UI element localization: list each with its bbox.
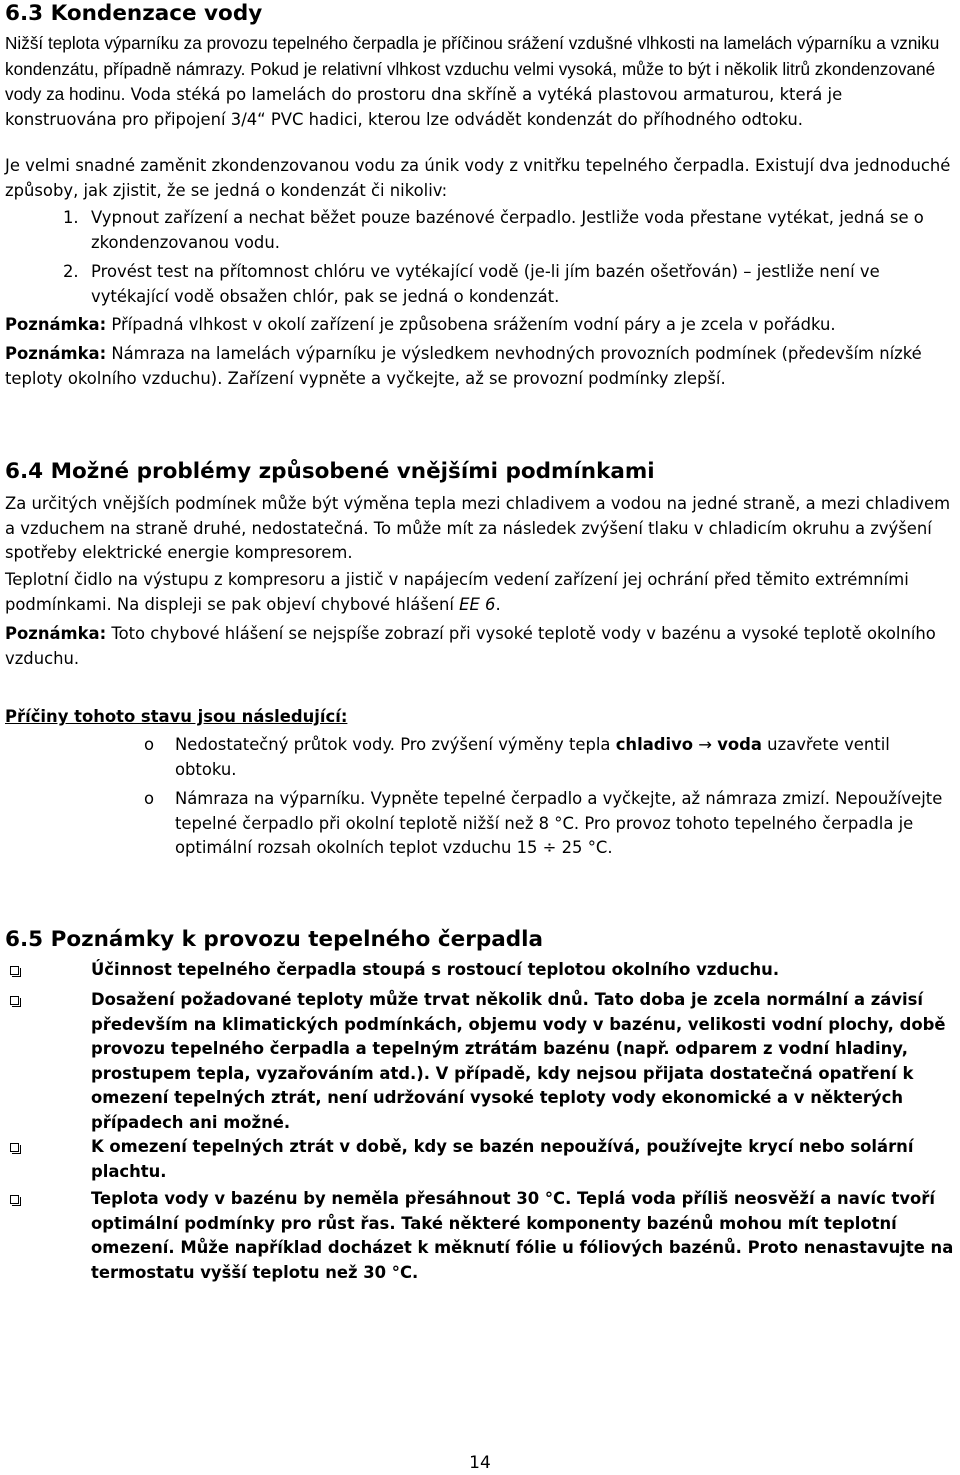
checkbox-bullet-icon <box>10 996 19 1005</box>
note-label: Poznámka: <box>5 344 107 363</box>
note-label: Poznámka: <box>5 315 107 334</box>
bullet-icon: o <box>144 789 155 808</box>
note-item: Účinnost tepelného čerpadla stoupá s rostoucí teplotou okolního vzduchu. <box>91 960 780 979</box>
paragraph-sensor <box>5 568 957 617</box>
note-item: Teplota vody v bazénu by neměla přesáhnout 30 °C. Teplá voda příliš neosvěží a navíc tvoří optimální podmínky pro růst řas. Také některé komponenty bazénů mohou mít teplotní omezení. Může například docházet k měknutí fólie u fóliových bazénů. Proto nenastavujte na termostatu vyšší teplotu než 30 °C. <box>91 1189 954 1282</box>
note-text: Námraza na lamelách výparníku je výsledkem nevhodných provozních podmínek (především nízké teploty okolního vzduchu). Zařízení vypněte a vyčkejte, až se provozní podmínky zlepší. <box>5 344 922 388</box>
cause-bold: voda <box>717 735 762 754</box>
cause-item <box>175 733 955 782</box>
note-humidity <box>5 313 957 338</box>
cause-text: uzavřete ventil obtoku. <box>175 735 890 779</box>
cause-bold: chladivo <box>615 735 694 754</box>
causes-heading <box>5 705 957 730</box>
paragraph-external-conditions: Za určitých vnějších podmínek může být výměna tepla mezi chladivem a vodou na jedné straně, a mezi chladivem a vzduchem na straně druhé, nedostatečná. To může mít za následek zvýšení tlaku v chladicím okruhu a zvýšení spotřeby elektrické energie kompresorem. <box>5 494 951 562</box>
paragraph-end: . <box>495 594 501 614</box>
note-item: K omezení tepelných ztrát v době, kdy se bazén nepoužívá, používejte krycí nebo solární plachtu. <box>91 1137 914 1181</box>
list-item: Vypnout zařízení a nechat běžet pouze bazénové čerpadlo. Jestliže voda přestane vytékat, jedná se o zkondenzovanou vodu. <box>91 208 924 252</box>
note-error <box>5 622 957 671</box>
cause-text: Nedostatečný průtok vody. Pro zvýšení výměny tepla <box>175 735 616 754</box>
list-item: Provést test na přítomnost chlóru ve vytékající vodě (je-li jím bazén ošetřován) – jestliže není ve vytékající vodě obsažen chlór, pak se jedná o kondenzát. <box>91 262 880 306</box>
list-number: 2. <box>63 262 79 281</box>
error-code: EE 6 <box>459 594 496 614</box>
note-item: Dosažení požadované teploty může trvat několik dnů. Tato doba je zcela normální a závisí především na klimatických podmínkách, objemu vody v bazénu, velikosti vodní plochy, době provozu tepelného čerpadla a tepelným ztrátám bazénu (např. odparem z vodní hladiny, prostupem tepla, vyzařováním atd.). V případě, kdy nejsou přijata dostatečná opatření k omezení tepelných ztrát, není udržování vysoké teploty vody ekonomické a v některých případech ani možné. <box>91 990 946 1132</box>
paragraph-condensation-intro <box>5 31 957 132</box>
arrow-right-icon: → <box>698 735 712 754</box>
bullet-icon: o <box>144 735 155 754</box>
note-frost <box>5 342 957 391</box>
note-label: Poznámka: <box>5 624 107 643</box>
paragraph-text: Teplotní čidlo na výstupu z kompresoru a jistič v napájecím vedení zařízení jej ochrání před těmito extrémními podmínkami. Na displeji se pak objeví chybové hlášení <box>5 570 909 614</box>
causes-heading-text: Příčiny tohoto stavu jsou následující: <box>5 707 348 726</box>
page-number: 14 <box>469 1453 491 1473</box>
paragraph-text: Voda stéká po lamelách do prostoru dna skříně a vytéká plastovou armaturou, která je konstruována pro připojení 3/4“ PVC hadici, kterou lze odvádět kondenzát do příhodného odtoku. <box>5 85 843 129</box>
checkbox-bullet-icon <box>10 1195 19 1204</box>
note-text: Toto chybové hlášení se nejspíše zobrazí při vysoké teplotě vody v bazénu a vysoké teplotě okolního vzduchu. <box>5 624 936 668</box>
section-heading-6-5: 6.5 Poznámky k provozu tepelného čerpadla <box>5 927 544 952</box>
section-heading-6-4: 6.4 Možné problémy způsobené vnějšími podmínkami <box>5 459 655 484</box>
paragraph-text-arial: Nižší teplota výparníku za provozu tepelného čerpadla je příčinou srážení vzdušné vlhkosti na lamelách výparníku a vzniku kondenzátu, případně námrazy. Pokud je relativní vlhkost vzduchu velmi vysoká, může to být i několik litrů zkondenzované vody za hodinu. <box>5 33 940 104</box>
checkbox-bullet-icon <box>10 966 19 975</box>
section-heading-6-3: 6.3 Kondenzace vody <box>5 1 263 26</box>
cause-item: Námraza na výparníku. Vypněte tepelné čerpadlo a vyčkejte, až námraza zmizí. Nepoužívejte tepelné čerpadlo při okolní teplotě nižší než 8 °C. Pro provoz tohoto tepelného čerpadla je optimální rozsah okolních teplot vzduchu 15 ÷ 25 °C. <box>175 789 943 857</box>
checkbox-bullet-icon <box>10 1143 19 1152</box>
note-text: Případná vlhkost v okolí zařízení je způsobena srážením vodní páry a je zcela v pořádku. <box>106 315 836 334</box>
paragraph-condensation-check: Je velmi snadné zaměnit zkondenzovanou vodu za únik vody z vnitřku tepelného čerpadla. Existují dva jednoduché způsoby, jak zjistit, že se jedná o kondenzát či nikoliv: <box>5 156 951 200</box>
list-number: 1. <box>63 208 79 227</box>
